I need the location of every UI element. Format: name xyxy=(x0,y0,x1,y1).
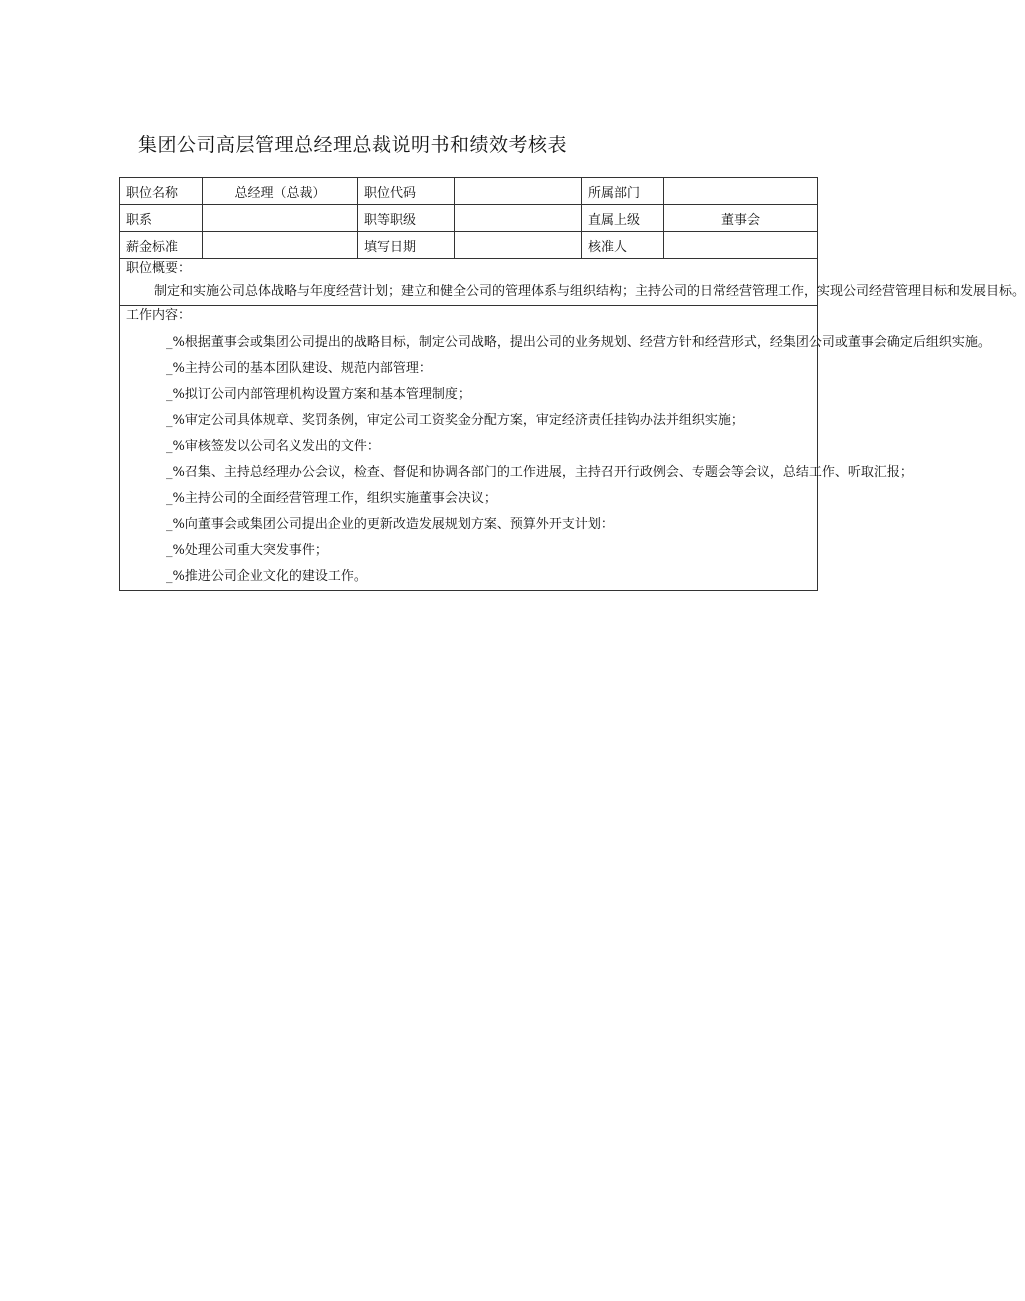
label-grade-level: 职等职级 xyxy=(358,205,455,232)
label-job-family: 职系 xyxy=(120,205,203,232)
label-approver: 核准人 xyxy=(582,232,664,259)
label-position-code: 职位代码 xyxy=(358,178,455,205)
duty-item: _%审定公司具体规章、奖罚条例，审定公司工资奖金分配方案，审定经济责任挂钩办法并组织实施； xyxy=(166,413,744,428)
duties-row xyxy=(120,306,818,591)
duties-list xyxy=(126,326,991,590)
value-salary-standard xyxy=(203,232,358,259)
duty-item: _%主持公司的基本团队建设、规范内部管理： xyxy=(166,361,432,376)
label-department: 所属部门 xyxy=(582,178,664,205)
summary-heading: 职位概要： xyxy=(126,261,192,276)
summary-row xyxy=(120,259,818,306)
duty-item: _%向董事会或集团公司提出企业的更新改造发展规划方案、预算外开支计划： xyxy=(166,517,614,532)
duty-item: _%拟订公司内部管理机构设置方案和基本管理制度； xyxy=(166,387,471,402)
table-row xyxy=(120,178,818,205)
duty-item: _%根据董事会或集团公司提出的战略目标，制定公司战略，提出公司的业务规划、经营方针和经营形式，经集团公司或董事会确定后组织实施。 xyxy=(166,335,991,350)
duty-item: _%处理公司重大突发事件； xyxy=(166,543,328,558)
value-position-code xyxy=(455,178,582,205)
value-supervisor: 董事会 xyxy=(664,205,818,232)
value-position-name: 总经理（总裁） xyxy=(203,178,358,205)
duties-cell xyxy=(120,306,991,591)
label-position-name: 职位名称 xyxy=(120,178,203,205)
summary-text: 制定和实施公司总体战略与年度经营计划；建立和健全公司的管理体系与组织结构；主持公司的日常经营管理工作，实现公司经营管理目标和发展目标。 xyxy=(154,284,1025,299)
value-fill-date xyxy=(455,232,582,259)
value-department xyxy=(664,178,818,205)
summary-cell xyxy=(120,259,1025,306)
label-fill-date: 填写日期 xyxy=(358,232,455,259)
value-grade-level xyxy=(455,205,582,232)
document-title: 集团公司高层管理总经理总裁说明书和绩效考核表 xyxy=(138,134,568,156)
value-approver xyxy=(664,232,818,259)
duty-item: _%主持公司的全面经营管理工作，组织实施董事会决议； xyxy=(166,491,497,506)
label-supervisor: 直属上级 xyxy=(582,205,664,232)
table-row xyxy=(120,232,818,259)
duty-item: _%推进公司企业文化的建设工作。 xyxy=(166,569,367,584)
job-description-table xyxy=(119,177,1025,591)
label-salary-standard: 薪金标准 xyxy=(120,232,203,259)
table-row xyxy=(120,205,818,232)
duty-item: _%审核签发以公司名义发出的文件： xyxy=(166,439,380,454)
duty-item: _%召集、主持总经理办公会议，检查、督促和协调各部门的工作进展，主持召开行政例会、专题会等会议，总结工作、听取汇报； xyxy=(166,465,913,480)
duties-heading: 工作内容： xyxy=(126,308,192,323)
value-job-family xyxy=(203,205,358,232)
